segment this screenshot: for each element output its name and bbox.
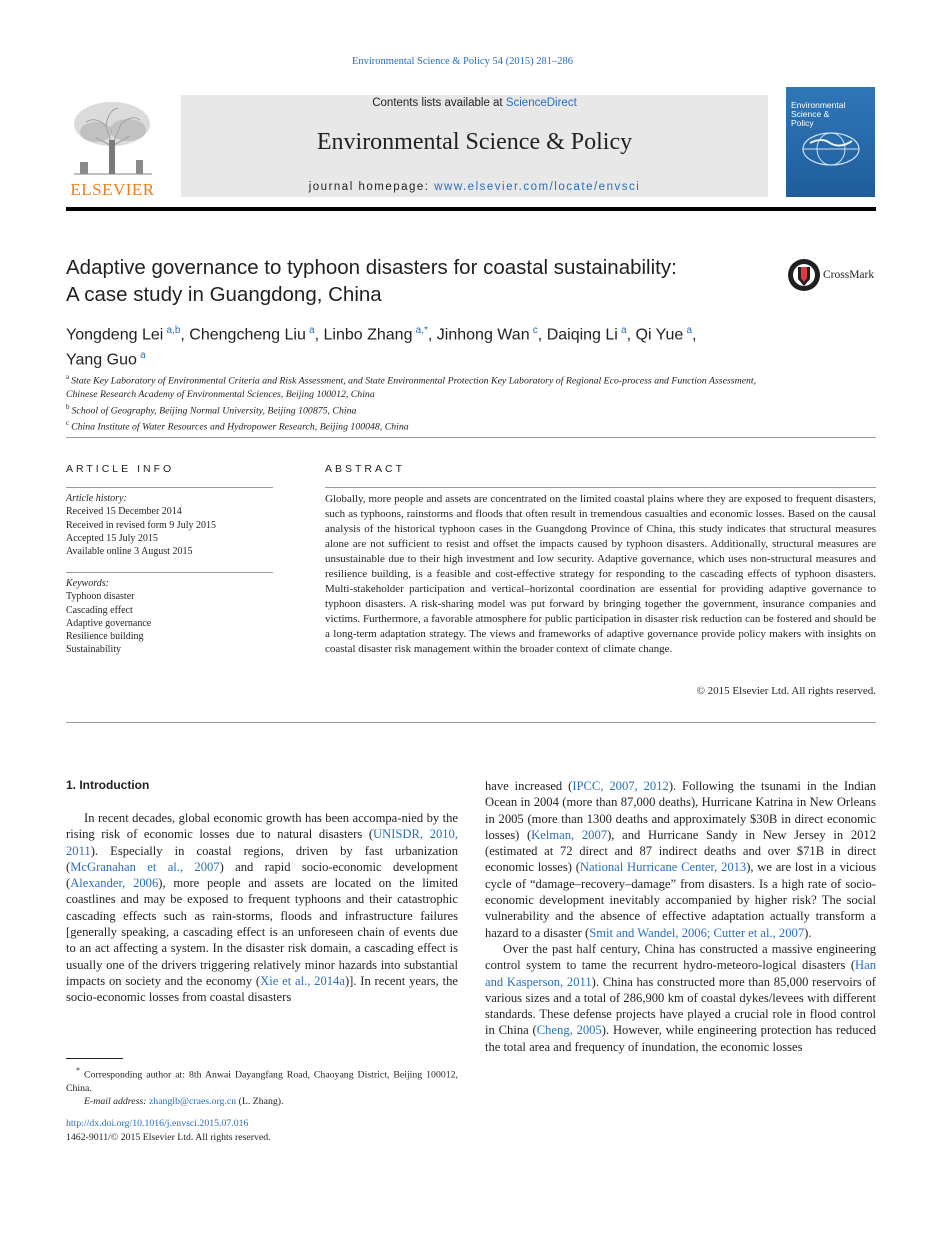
divider [66, 722, 876, 723]
keywords [66, 577, 276, 657]
author-separator: , [180, 326, 190, 344]
keyword-item: Resilience building [66, 631, 144, 643]
keywords-label: Keywords: [66, 578, 109, 589]
email-suffix: (L. Zhang). [236, 1095, 284, 1107]
author-affiliation-mark[interactable]: a [621, 325, 627, 336]
author-affiliation-mark[interactable]: a,b [166, 325, 181, 336]
footnote-mark: * [76, 1066, 81, 1075]
citation-link[interactable]: McGranahan et al., 2007 [70, 859, 220, 874]
body-text: ). Following the tsunami in the Indian Ocean in 2004 (more than 87,000 deaths), Hurricane Katrina in New Orleans in 2005 (more than 1300 deaths and approximately $30B in direct economic losses) ( [485, 779, 876, 842]
body-column-right [485, 778, 876, 1055]
footnote [66, 1064, 458, 1108]
abstract-heading: ABSTRACT [325, 463, 406, 475]
article-info-heading: ARTICLE INFO [66, 463, 175, 475]
crossmark-label[interactable]: CrossMark [823, 269, 875, 281]
author-separator: , [537, 326, 547, 344]
author-name: Daiqing Li [546, 326, 618, 344]
paragraph [485, 778, 876, 941]
affiliation-text: State Key Laboratory of Environmental Criteria and Risk Assessment, and State Environmental Protection Key Laboratory of Regional Eco-process and Function Assessment, Chinese Research Academy of Environmental Sciences, Beijing 100012, China [66, 375, 757, 400]
affiliation-mark: a [66, 373, 70, 381]
footnote-rule [66, 1058, 123, 1059]
divider [66, 487, 273, 488]
journal-banner [181, 95, 768, 197]
affiliation-mark: c [66, 419, 70, 428]
abstract-copyright: © 2015 Elsevier Ltd. All rights reserved. [696, 685, 876, 697]
history-item: Accepted 15 July 2015 [66, 532, 158, 544]
affiliation-text: School of Geography, Beijing Normal University, Beijing 100875, China [71, 405, 357, 417]
cover-globe-icon [800, 129, 862, 169]
author-name: Jinhong Wan [436, 326, 530, 344]
contents-line [181, 97, 768, 109]
citation-link[interactable]: IPCC, 2007, 2012 [572, 779, 669, 793]
crossmark-icon[interactable] [787, 258, 821, 292]
section-heading: 1. Introduction [66, 778, 150, 792]
email-link[interactable]: zhanglb@craes.org.cn [148, 1095, 237, 1107]
article-title [66, 254, 766, 308]
running-head[interactable]: Environmental Science & Policy 54 (2015) 281–286 [351, 56, 574, 67]
footnote-text: Corresponding author at: 8th Anwai Dayangfang Road, Chaoyang District, Beijing 100012, China. [66, 1069, 458, 1094]
history-label: Article history: [66, 493, 127, 504]
divider [325, 487, 876, 488]
history-item: Received 15 December 2014 [66, 506, 182, 518]
author-list [66, 320, 806, 371]
author-affiliation-mark[interactable]: a [140, 350, 146, 362]
body-text: In recent decades, global economic growth has been accompa-nied by the rising risk of economic losses due to natural disasters ( [66, 811, 458, 842]
header-rule [66, 207, 876, 211]
body-text: ). China has constructed more than 85,000 reservoirs of various sizes and a total of 286,900 km of coastal dykes/levees with different standards. These defense projects have played a crucial role in flood control in China ( [485, 974, 876, 1038]
keyword-item: Cascading effect [66, 604, 133, 616]
divider [66, 437, 876, 438]
cover-title [791, 101, 871, 128]
body-text: ) and rapid socio-economic development ( [66, 859, 458, 891]
body-column-left [66, 810, 458, 1006]
cover-title-line: Environmental [791, 100, 846, 110]
author-name: Chengcheng Liu [189, 326, 306, 344]
affiliation-item [66, 371, 786, 401]
title-line-1: Adaptive governance to typhoon disasters for coastal sustainability: [66, 256, 677, 279]
abstract-text: Globally, more people and assets are concentrated on the limited coastal plains where they are exposed to frequent disasters, such as typhoons, rainstorms and floods that often result in tremendous casualties and economic losses. Based on the causal analysis of the historical typhoon cases in the Guangdong Province of China, this study indicates that structural measures alone are not sufficient to resist and offset the impacts caused by typhoon disasters. Additionally, structural measures are unsustainable due to their high investment and low security. Adaptive governance, which uses non-structural measures and resilience building, is a feasible and cost-effective strategy for responding to the cascading effects of typhoon disasters. Multi-stakeholder participation and vertical–horizontal coordination are essential for providing adaptive governance to typhoon disasters. A risk-sharing model was put forward by bringing together the government, insurance companies and victims. Furthermore, a favorable atmosphere for public participation in disaster risk reduction can be fostered and should be a long-term adaptation strategy. The views and frameworks of adaptive governance provide policy makers with insights on coastal disaster risk management within the broader context of climate change. [325, 493, 876, 655]
citation-link[interactable]: Kelman, 2007 [531, 827, 608, 842]
author-affiliation-mark[interactable]: a,* [415, 325, 428, 336]
keyword-item: Sustainability [66, 644, 121, 656]
citation-link[interactable]: Han and Kasperson, 2011 [485, 958, 876, 989]
contents-prefix: Contents lists available at [372, 97, 506, 109]
footnote-correspondence [66, 1064, 458, 1095]
author-separator: , [692, 326, 697, 344]
affiliation-mark: b [66, 402, 70, 411]
author-name: Yang Guo [66, 351, 137, 369]
footnote-email-line [66, 1095, 458, 1108]
paragraph [66, 810, 458, 1006]
citation-link[interactable]: UNISDR, 2010, 2011 [66, 827, 458, 858]
citation-link[interactable]: National Hurricane Center, 2013 [579, 860, 747, 875]
body-text: ), we are lost in a vicious cycle of “damage–recovery–damage” from disasters. Is a high rate of socio-economic development inevitably accompanied by higher risk? The social vulnerability and the absence of effective adaptation actually transform a hazard to a disaster ( [485, 860, 876, 940]
author-affiliation-mark[interactable]: a [309, 325, 315, 336]
body-text: ). Especially in coastal regions, driven by fast urbanization ( [66, 843, 458, 874]
homepage-prefix: journal homepage: [308, 181, 435, 193]
divider [66, 572, 273, 573]
citation-link[interactable]: Cheng, 2005 [536, 1023, 602, 1038]
body-text: have increased ( [485, 779, 573, 793]
author-affiliation-mark[interactable]: c [532, 325, 538, 336]
body-text: )]. In recent years, the socio-economic losses from coastal disasters [66, 973, 458, 1005]
email-label: E-mail address: [84, 1095, 149, 1107]
sciencedirect-link[interactable]: ScienceDirect [505, 97, 577, 109]
body-text: ), and Hurricane Sandy in New Jersey in 2012 (estimated at 72 direct and 87 indirect deaths and over $71B in direct economic losses) ( [485, 827, 877, 875]
paragraph [485, 941, 876, 1055]
body-text: Over the past half century, China has constructed a massive engineering control system to tame the recurrent hydro-meteoro-logical disasters ( [485, 941, 876, 973]
title-line-2: A case study in Guangdong, China [66, 283, 382, 306]
body-text: ). However, while engineering protection has reduced the total area and frequency of inundation, the economic losses [485, 1023, 876, 1054]
cover-title-line: Policy [791, 118, 814, 128]
affiliation-item [66, 401, 786, 418]
issn-line: 1462-9011/© 2015 Elsevier Ltd. All rights reserved. [66, 1132, 271, 1143]
author-name: Qi Yue [635, 326, 684, 344]
journal-title: Environmental Science & Policy [316, 129, 633, 155]
journal-cover-thumbnail[interactable] [786, 87, 875, 197]
author-separator: , [314, 326, 324, 344]
citation-link[interactable]: Xie et al., 2014a [260, 973, 345, 988]
article-history [66, 492, 276, 558]
affiliations [66, 371, 786, 434]
affiliation-text: China Institute of Water Resources and Hydropower Research, Beijing 100048, China [71, 421, 409, 433]
citation-link[interactable]: Alexander, 2006 [70, 876, 159, 891]
doi-link[interactable]: http://dx.doi.org/10.1016/j.envsci.2015.07.016 [66, 1118, 249, 1129]
affiliation-item [66, 417, 786, 434]
author-name: Yongdeng Lei [66, 326, 164, 344]
publisher-name: ELSEVIER [70, 180, 155, 199]
body-text: ). [804, 925, 812, 940]
citation-link[interactable]: Smit and Wandel, 2006; Cutter et al., 2007 [589, 925, 805, 940]
keyword-item: Typhoon disaster [66, 591, 135, 603]
author-name: Linbo Zhang [323, 326, 413, 344]
author-affiliation-mark[interactable]: a [686, 325, 693, 336]
keyword-item: Adaptive governance [66, 617, 152, 629]
body-text: ), more people and assets are located on the limited coastlines and may be exposed to frequent typhoons and their catastrophic cascading effects such as rain-storms, floods and infrastructure failures [generally speaking, a cascading effect is an unforeseen chain of events due to an act affecting a system. In the disaster risk domain, a cascading effect is usually one of the drivers triggering relatively minor hazards into substantial impacts on society and the economy ( [66, 876, 458, 988]
author-separator: , [626, 326, 636, 344]
homepage-link[interactable]: www.elsevier.com/locate/envsci [434, 181, 641, 193]
homepage-line [181, 181, 768, 193]
history-item: Received in revised form 9 July 2015 [66, 519, 216, 531]
author-separator: , [427, 326, 437, 344]
cover-title-line: Science & [791, 109, 830, 119]
history-item: Available online 3 August 2015 [66, 546, 193, 558]
